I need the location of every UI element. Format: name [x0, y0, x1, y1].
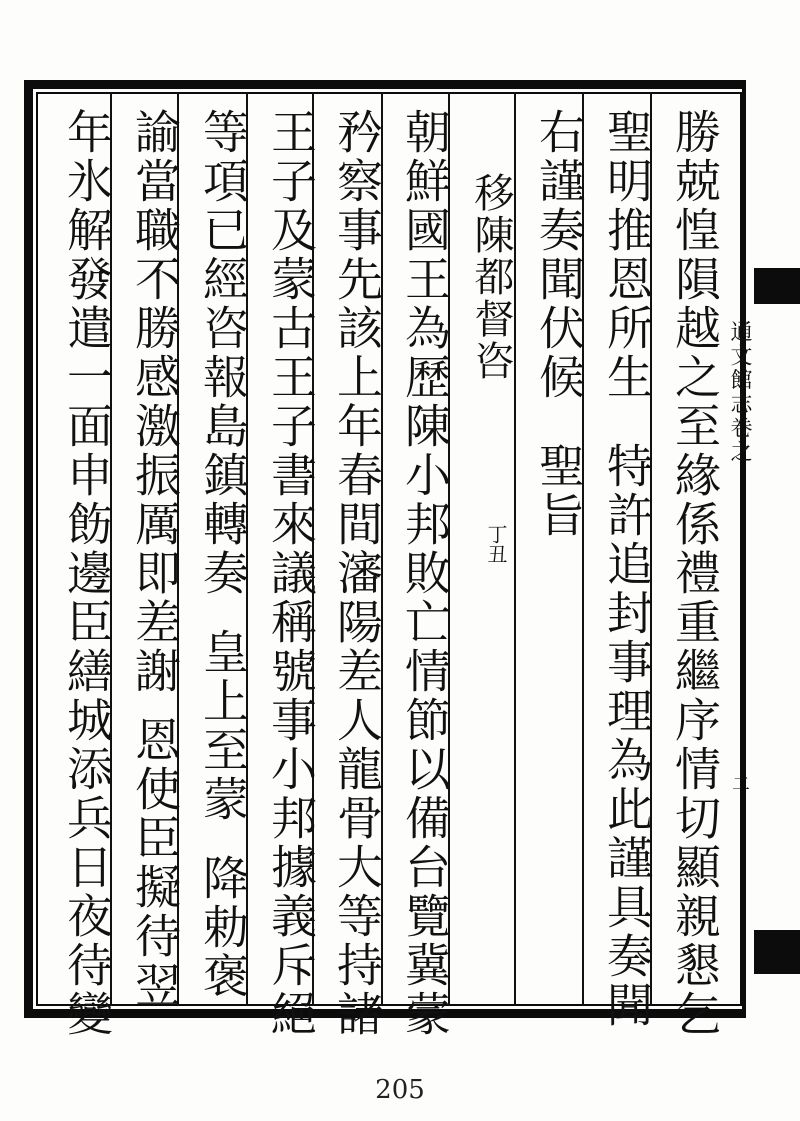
column-text-part3: 降勅褒	[196, 854, 250, 1001]
section-title-note: 丁丑	[484, 524, 508, 564]
column-text-part2: 特許追封事理為此謹具奏聞	[600, 442, 654, 1030]
text-column-2	[596, 108, 658, 1030]
column-text-part2: 恩使臣擬待翌	[128, 716, 182, 1010]
column-text-part2: 皇上至蒙	[196, 628, 250, 824]
section-title: 移陳都督咨	[468, 172, 514, 382]
text-column-5	[394, 108, 456, 1039]
text-column-10	[56, 108, 118, 1039]
column-text-part2: 聖旨	[532, 442, 586, 540]
page-frame	[24, 80, 754, 1039]
text-column-9	[124, 108, 186, 1008]
margin-number: 二	[732, 774, 750, 795]
margin-tab-top	[754, 268, 800, 304]
page-number: 205	[375, 1075, 425, 1105]
column-text-part1: 聖明推恩所生	[600, 108, 654, 402]
column-text: 朝鮮國王為歷陳小邦敗亡情節以備台覽冀蒙	[398, 108, 452, 1039]
text-column-8	[192, 108, 254, 1008]
column-text: 年氷解發遣一面申飭邊臣繕城添兵日夜待變	[60, 108, 114, 1039]
text-column-1	[664, 108, 726, 1039]
text-column-3	[528, 108, 590, 1008]
text-column-7	[260, 108, 322, 1039]
margin-title: 通文館志卷之	[727, 320, 752, 464]
margin-tab-bottom	[754, 930, 800, 974]
column-text-part1: 等項已經咨報島鎮轉奏	[196, 108, 250, 598]
column-text: 王子及蒙古王子書來議稱號事小邦據義斥絕	[264, 108, 318, 1039]
text-column-6	[326, 108, 388, 1039]
column-text: 勝兢惶隕越之至緣係禮重繼序情切顯親懇乞	[668, 108, 722, 1039]
column-text-part1: 諭當職不勝感激振厲即差謝	[128, 108, 182, 696]
column-text: 矜察事先該上年春間瀋陽差人龍骨大等持諸	[330, 108, 384, 1039]
text-column-4	[460, 172, 522, 1072]
column-text-part1: 右謹奏聞伏候	[532, 108, 586, 402]
